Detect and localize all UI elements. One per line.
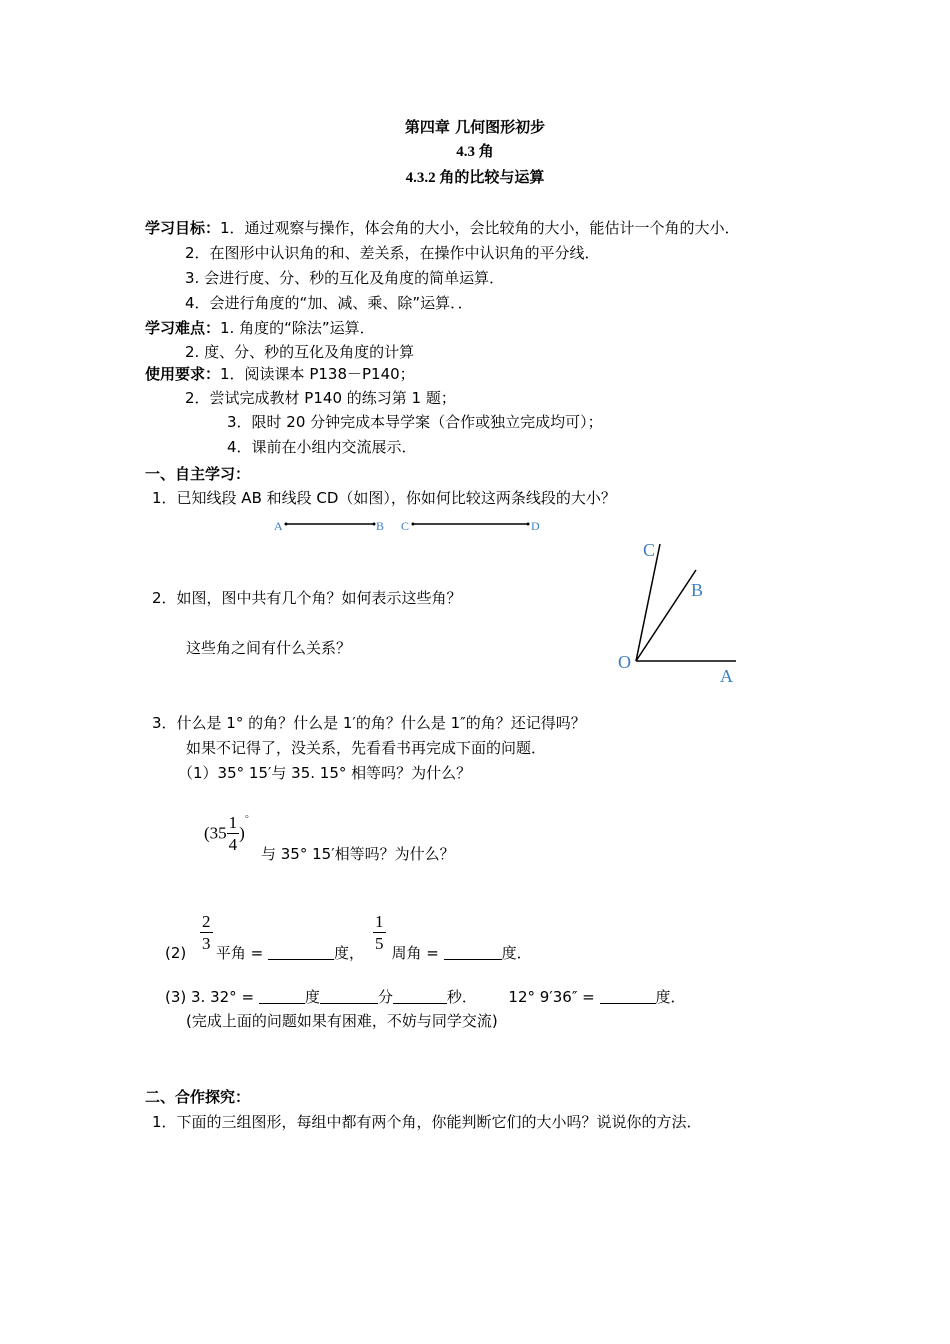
- q3-2-prefix: (2): [165, 944, 187, 962]
- label-c: C: [643, 540, 656, 560]
- question-2: 2．如图，图中共有几个角？如何表示这些角？: [152, 589, 462, 607]
- objective-item: 2．在图形中认识角的和、差关系，在操作中认识角的平分线．: [185, 244, 600, 262]
- label-d: D: [531, 519, 540, 533]
- label-o: O: [618, 652, 631, 672]
- question-3-note2: (完成上面的问题如果有困难，不妨与同学交流): [186, 1012, 498, 1030]
- requirement-item: 4．课前在小组内交流展示．: [227, 438, 417, 456]
- subsection-title: 4.3.2 角的比较与运算: [405, 170, 545, 186]
- fraction-denominator: 5: [375, 934, 384, 953]
- label-b: B: [691, 580, 704, 600]
- fraction-bar: [200, 932, 213, 933]
- q3-3-u3: 秒．: [446, 988, 477, 1006]
- q3-3-second: 12° 9′36″ =: [508, 988, 595, 1006]
- requirements-label: 使用要求：: [145, 365, 221, 383]
- section-title: 4.3 角: [456, 144, 494, 160]
- fraction-numerator: 1: [228, 813, 238, 832]
- requirements-line-1: [145, 365, 415, 383]
- question-2-followup: 这些角之间有什么关系？: [186, 639, 352, 657]
- answer-blank-straight-angle[interactable]: [268, 945, 334, 960]
- q3-3-prefix: (3) 3. 32° =: [165, 988, 255, 1006]
- label-a: A: [720, 666, 733, 686]
- fraction-numerator: 1: [375, 912, 384, 931]
- objectives-line-1: [145, 219, 740, 237]
- answer-blank-degrees[interactable]: [259, 989, 305, 1004]
- mixed-close: ): [239, 823, 245, 843]
- q3-2-text2: 周角 =: [391, 944, 439, 962]
- q3-2-unit1: 度，: [333, 944, 364, 962]
- requirement-item: 1．阅读课本 P138－P140；: [220, 365, 415, 383]
- q3-3-u1: 度: [304, 988, 320, 1006]
- question-3-1b: 与 35° 15′相等吗？为什么？: [261, 845, 455, 863]
- mixed-number: [204, 814, 249, 853]
- point-a: [285, 523, 288, 526]
- question-3-3: [165, 988, 686, 1006]
- requirement-item: 2．尝试完成教材 P140 的练习第 1 题；: [185, 389, 456, 407]
- requirement-item: 3．限时 20 分钟完成本导学案（合作或独立完成均可）；: [227, 413, 603, 431]
- answer-blank-full-angle[interactable]: [444, 945, 502, 960]
- question-3-2: [165, 944, 532, 962]
- q3-2-text1: 平角 =: [215, 944, 264, 962]
- question-3-1: （1）35° 15′与 35. 15° 相等吗？为什么？: [178, 764, 472, 782]
- fraction-numerator: 2: [202, 912, 211, 931]
- part2-heading: 二、合作探究：: [145, 1088, 251, 1106]
- part1-heading: 一、自主学习：: [145, 465, 251, 483]
- fraction-one-quarter: [227, 814, 240, 853]
- part2-question-1: 1．下面的三组图形，每组中都有两个角，你能判断它们的大小吗？说说你的方法．: [152, 1113, 702, 1131]
- chapter-title: 第四章 几何图形初步: [404, 118, 546, 136]
- label-c: C: [401, 519, 410, 533]
- degree-symbol: °: [244, 814, 249, 825]
- question-3: 3．什么是 1° 的角？什么是 1′的角？什么是 1″的角？还记得吗？: [152, 714, 586, 732]
- segments-figure: [270, 512, 550, 538]
- fraction-denominator: 3: [202, 934, 211, 953]
- point-c: [412, 523, 415, 526]
- answer-blank-minutes[interactable]: [320, 989, 378, 1004]
- answer-blank-decimal-degrees[interactable]: [600, 989, 656, 1004]
- q3-3-u2: 分: [377, 988, 393, 1006]
- objective-item: 3. 会进行度、分、秒的互化及角度的简单运算．: [185, 269, 505, 287]
- label-b: B: [376, 519, 385, 533]
- fraction-bar: [373, 932, 386, 933]
- q3-3-u4: 度．: [655, 988, 686, 1006]
- mixed-whole: (35: [204, 823, 227, 843]
- objective-item: 1．通过观察与操作，体会角的大小，会比较角的大小，能估计一个角的大小．: [220, 219, 740, 237]
- objectives-label: 学习目标：: [145, 219, 221, 237]
- fraction-denominator: 4: [228, 835, 238, 854]
- label-a: A: [274, 519, 283, 533]
- objective-item: 4．会进行角度的“加、减、乘、除”运算．．: [185, 294, 473, 312]
- fraction-bar: [227, 833, 240, 834]
- difficulties-line-1: [145, 319, 375, 337]
- difficulty-item: 1. 角度的“除法”运算．: [220, 319, 375, 337]
- q3-2-unit2: 度．: [501, 944, 532, 962]
- angle-figure: [612, 536, 752, 688]
- question-1: 1．已知线段 AB 和线段 CD（如图），你如何比较这两条线段的大小？: [152, 489, 616, 507]
- point-d: [527, 523, 530, 526]
- difficulties-label: 学习难点：: [145, 319, 221, 337]
- answer-blank-seconds[interactable]: [393, 989, 447, 1004]
- difficulty-item: 2. 度、分、秒的互化及角度的计算: [185, 343, 415, 361]
- question-3-note: 如果不记得了，没关系，先看看书再完成下面的问题．: [186, 739, 547, 757]
